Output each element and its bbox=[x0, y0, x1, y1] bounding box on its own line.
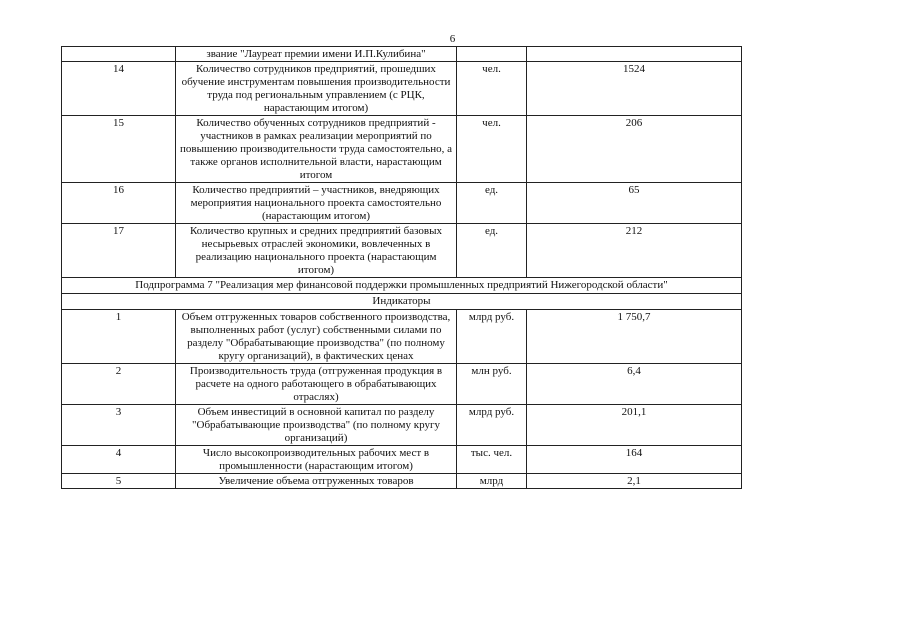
unit-cell: ед. bbox=[457, 224, 527, 278]
value-cell: 1524 bbox=[527, 62, 742, 116]
row-number-cell: 17 bbox=[62, 224, 176, 278]
indicator-name-cell: Число высокопроизводительных рабочих мест в промышленности (нарастающим итогом) bbox=[176, 446, 457, 474]
row-number-cell: 5 bbox=[62, 474, 176, 489]
value-cell bbox=[527, 47, 742, 62]
value-cell: 1 750,7 bbox=[527, 310, 742, 364]
indicator-name-cell: Увеличение объема отгруженных товаров bbox=[176, 474, 457, 489]
row-number-cell: 2 bbox=[62, 364, 176, 405]
table-row bbox=[62, 405, 742, 446]
indicator-name-cell: Производительность труда (отгруженная продукция в расчете на одного работающего в обрабатывающих отраслях) bbox=[176, 364, 457, 405]
subprogram-heading: Подпрограмма 7 "Реализация мер финансовой поддержки промышленных предприятий Нижегородской области" bbox=[62, 278, 742, 294]
unit-cell: тыс. чел. bbox=[457, 446, 527, 474]
table-row bbox=[62, 47, 742, 62]
indicators-heading: Индикаторы bbox=[62, 294, 742, 310]
value-cell: 2,1 bbox=[527, 474, 742, 489]
subprogram-row bbox=[62, 278, 742, 294]
table-row bbox=[62, 62, 742, 116]
unit-cell: млрд руб. bbox=[457, 405, 527, 446]
value-cell: 65 bbox=[527, 183, 742, 224]
page-number: 6 bbox=[449, 33, 456, 45]
table-row bbox=[62, 116, 742, 183]
table-row bbox=[62, 474, 742, 489]
value-cell: 206 bbox=[527, 116, 742, 183]
row-number-cell: 15 bbox=[62, 116, 176, 183]
indicator-name-cell: Количество сотрудников предприятий, прошедших обучение инструментам повышения производительности труда под региональным управлением (с РЦК, нарастающим итогом) bbox=[176, 62, 457, 116]
table-row bbox=[62, 310, 742, 364]
row-number-cell: 3 bbox=[62, 405, 176, 446]
value-cell: 212 bbox=[527, 224, 742, 278]
table-row bbox=[62, 364, 742, 405]
indicator-name-cell: Количество обученных сотрудников предприятий - участников в рамках реализации мероприятий по повышению производительности труда самостоятельно, а также органов исполнительной власти, нарастающим итогом bbox=[176, 116, 457, 183]
row-number-cell: 4 bbox=[62, 446, 176, 474]
unit-cell: млрд руб. bbox=[457, 310, 527, 364]
unit-cell: млрд bbox=[457, 474, 527, 489]
row-number-cell: 14 bbox=[62, 62, 176, 116]
table-row bbox=[62, 224, 742, 278]
indicator-name-cell: Количество предприятий – участников, внедряющих мероприятия национального проекта самостоятельно (нарастающим итогом) bbox=[176, 183, 457, 224]
indicator-name-cell: звание "Лауреат премии имени И.П.Кулибина" bbox=[176, 47, 457, 62]
unit-cell bbox=[457, 47, 527, 62]
unit-cell: чел. bbox=[457, 116, 527, 183]
indicators-table bbox=[61, 46, 742, 489]
indicator-name-cell: Объем отгруженных товаров собственного производства, выполненных работ (услуг) собственными силами по разделу "Обрабатывающие производства" (по полному кругу организаций), в фактических ценах bbox=[176, 310, 457, 364]
indicators-heading-row bbox=[62, 294, 742, 310]
row-number-cell: 16 bbox=[62, 183, 176, 224]
unit-cell: млн руб. bbox=[457, 364, 527, 405]
indicator-name-cell: Количество крупных и средних предприятий базовых несырьевых отраслей экономики, вовлеченных в реализацию национального проекта (нарастающим итогом) bbox=[176, 224, 457, 278]
table-row bbox=[62, 446, 742, 474]
unit-cell: чел. bbox=[457, 62, 527, 116]
value-cell: 164 bbox=[527, 446, 742, 474]
row-number-cell: 1 bbox=[62, 310, 176, 364]
value-cell: 6,4 bbox=[527, 364, 742, 405]
unit-cell: ед. bbox=[457, 183, 527, 224]
indicator-name-cell: Объем инвестиций в основной капитал по разделу "Обрабатывающие производства" (по полному кругу организаций) bbox=[176, 405, 457, 446]
row-number-cell bbox=[62, 47, 176, 62]
value-cell: 201,1 bbox=[527, 405, 742, 446]
table-row bbox=[62, 183, 742, 224]
